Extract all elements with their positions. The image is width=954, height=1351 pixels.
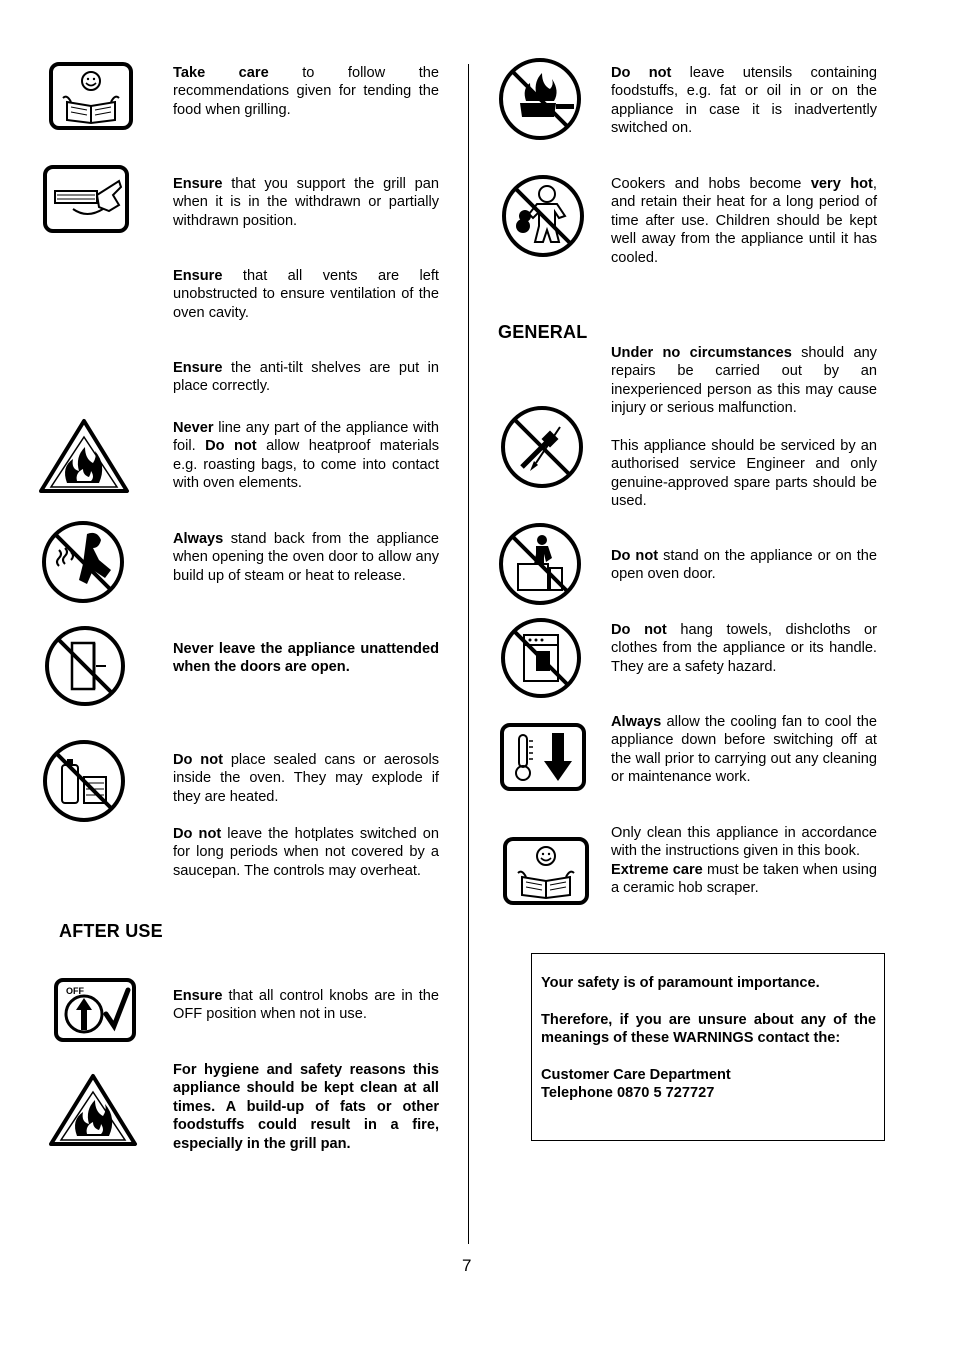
- page-number: 7: [462, 1256, 472, 1275]
- text-hotplates: Do not leave the hotplates switched on for long periods when not covered by a saucepan. The controls may overheat.: [173, 826, 439, 879]
- general-heading: GENERAL: [498, 322, 588, 342]
- text-foil: Never line any part of the appliance with foil. Do not allow heatproof materials e.g. roasting bags, to come into contact with oven elements.: [173, 420, 440, 492]
- thermometer-down-icon: [500, 723, 586, 791]
- standing-prohibition-icon: [498, 522, 582, 606]
- fire-warning-triangle-icon: [37, 417, 131, 495]
- reading-person-icon: [503, 837, 589, 905]
- text-hygiene: For hygiene and safety reasons this appliance should be kept clean at all times. A build-up of fats or other foodstuffs could result in a fire, especially in the grill pan.: [173, 1062, 439, 1152]
- off-knob-check-icon: [54, 978, 136, 1042]
- text-clean: Only clean this appliance in accordance with the instructions given in this book. Extreme care must be taken when using a ceramic hob scraper.: [611, 825, 878, 897]
- column-divider: [468, 64, 469, 1244]
- text-stand-back: Always stand back from the appliance when opening the oven door to allow any build up of steam or heat to release.: [173, 531, 439, 584]
- steam-prohibition-icon: [41, 520, 125, 604]
- text-sealed-cans: Do not place sealed cans or aerosols inside the oven. They may explode if they are heated.: [173, 752, 439, 805]
- pan-fire-prohibition-icon: [498, 57, 582, 141]
- aerosol-prohibition-icon: [42, 739, 126, 823]
- text-very-hot: Cookers and hobs become very hot, and retain their heat for a long period of time after use. Children should be kept well away from the appliance until it has cooled.: [611, 176, 877, 266]
- off-label: OFF: [66, 986, 84, 996]
- tools-prohibition-icon: [500, 405, 584, 489]
- child-prohibition-icon: [501, 174, 585, 258]
- text-control-knobs: Ensure that all control knobs are in the OFF position when not in use.: [173, 988, 439, 1023]
- text-utensils: Do not leave utensils containing foodstuffs, e.g. fat or oil in or on the appliance in case it is inadvertently switched on.: [611, 65, 877, 137]
- text-towels: Do not hang towels, dishcloths or clothes from the appliance or its handle. They are a safety hazard.: [611, 622, 877, 675]
- safety-notice-box: [531, 953, 885, 1141]
- text-stand-on: Do not stand on the appliance or on the open oven door.: [611, 548, 877, 583]
- towel-prohibition-icon: [500, 617, 582, 699]
- customer-care-label: Customer Care Department: [541, 1067, 731, 1083]
- open-door-prohibition-icon: [44, 625, 126, 707]
- text-repairs: Under no circumstances should any repairs be carried out by an inexperienced person as this may cause injury or serious malfunction.: [611, 345, 877, 417]
- text-cooling-fan: Always allow the cooling fan to cool the appliance down before switching off at the wall prior to carrying out any cleaning or maintenance work.: [611, 714, 877, 786]
- customer-care-phone: Telephone 0870 5 727727: [541, 1085, 715, 1102]
- reading-person-icon: [49, 62, 133, 130]
- text-serviced: This appliance should be serviced by an authorised service Engineer and only genuine-approved spare parts should be used.: [611, 438, 877, 510]
- safety-line-1: Your safety is of paramount importance.: [541, 975, 820, 991]
- after-use-heading: AFTER USE: [59, 921, 163, 941]
- grill-pan-hand-icon: [43, 165, 129, 233]
- text-take-care: Take care to follow the recommendations given for tending the food when grilling.: [173, 65, 439, 118]
- text-vents: Ensure that all vents are left unobstructed to ensure ventilation of the oven cavity.: [173, 268, 439, 321]
- text-grill-pan: Ensure that you support the grill pan when it is in the withdrawn or partially withdrawn position.: [173, 176, 439, 229]
- safety-line-2: Therefore, if you are unsure about any of the meanings of these WARNINGS contact the:: [541, 1011, 876, 1047]
- text-unattended: Never leave the appliance unattended when the doors are open.: [173, 641, 439, 676]
- text-anti-tilt: Ensure the anti-tilt shelves are put in place correctly.: [173, 360, 439, 395]
- fire-warning-triangle-icon: [47, 1072, 139, 1148]
